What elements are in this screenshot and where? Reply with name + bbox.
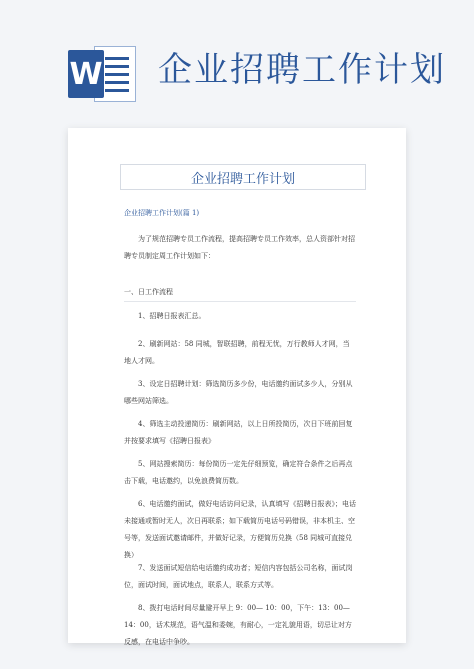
list-item: 3、设定日招聘计划：筛选简历多少份，电话邀约面试多少人，分别从哪些网站筛选。 [124,380,353,405]
banner-title: 企业招聘工作计划 [158,50,446,90]
list-item: 1、招聘日报表汇总。 [138,312,206,320]
section-heading: 一、日工作流程 [124,283,356,302]
document-page [68,128,406,646]
document-subtitle: 企业招聘工作计划(篇 1) [124,209,200,217]
list-item: 7、发送面试短信给电话邀约成功者；短信内容包括公司名称，面试岗位，面试时间，面试地点，联系人，联系方式等。 [124,564,353,589]
list-item: 2、刷新网站：58 同城，智联招聘，前程无忧，万行教师人才网，当地人才网。 [124,340,350,365]
list-item: 5、网站搜索简历：每份简历一定先仔细预览，确定符合条件之后再点击下载，电话邀约，以免浪费简历数。 [124,460,353,485]
intro-paragraph: 为了规范招聘专员工作流程，提高招聘专员工作效率，总人资部针对招聘专员制定周工作计划如下： [124,235,355,260]
word-logo-tile: W [68,50,104,98]
banner [0,0,474,122]
list-item: 4、筛选主动投递简历：刷新网站，以上日所投简历，次日下班前回复并按要求填写《招聘日报表》 [124,420,353,445]
document-title: 企业招聘工作计划 [120,164,366,190]
word-document-icon [68,46,136,102]
list-item: 6、电话邀约面试，做好电话访问记录，认真填写《招聘日报表》；电话未接通或暂时无人，次日再联系；如下载简历电话号码错误，非本机主、空号等，发送面试邀请邮件，并做好记录，方便简历兑换（58 同城可直接兑换） [124,500,356,559]
list-item: 8、拨打电话时间尽量避开早上 9：00— 10：00，下午：13：00— 14：00，话术规范，语气温和委婉，有耐心，一定礼貌用语，切忌让对方反感，在电话中争吵。 [124,604,352,646]
